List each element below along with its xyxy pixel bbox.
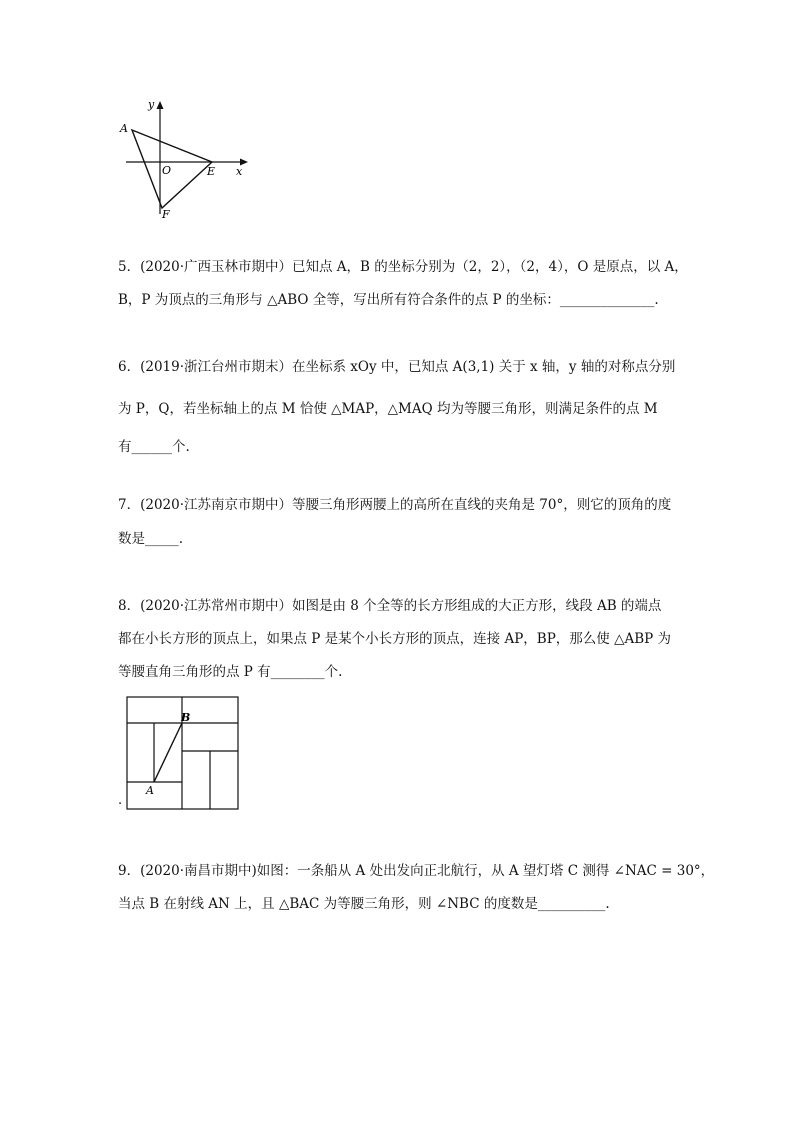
label-O: O bbox=[162, 164, 172, 177]
question-9-line-2: 当点 B 在射线 AN 上，且 △BAC 为等腰三角形，则 ∠NBC 的度数是__________. bbox=[118, 896, 610, 912]
question-6-line-1: 6．(2019·浙江台州市期末）在坐标系 xOy 中，已知点 A(3,1) 关于 x 轴，y 轴的对称点分别 bbox=[118, 359, 676, 375]
triangle-AEF bbox=[132, 130, 212, 208]
question-5-line-2: B，P 为顶点的三角形与 △ABO 全等，写出所有符合条件的点 P 的坐标：______________. bbox=[118, 292, 659, 308]
stray-marker: . bbox=[118, 793, 123, 808]
question-9-line-1: 9．(2020·南昌市期中)如图：一条船从 A 处出发向正北航行，从 A 望灯塔 C 测得 ∠NAC = 30°， bbox=[118, 863, 715, 879]
label-A: A bbox=[120, 122, 128, 135]
question-5-line-1: 5．(2020·广西玉林市期中）已知点 A，B 的坐标分别为（2，2），（2，4），O 是原点，以 A， bbox=[118, 259, 688, 275]
label-A: A bbox=[146, 784, 154, 797]
question-8-line-3: 等腰直角三角形的点 P 有________个. bbox=[118, 664, 343, 680]
label-y: y bbox=[148, 98, 155, 111]
question-8-line-1: 8．(2020·江苏常州市期中）如图是由 8 个全等的长方形组成的大正方形，线段 AB 的端点 bbox=[118, 598, 662, 614]
rectangles-figure bbox=[126, 696, 240, 812]
question-6-line-3: 有______个. bbox=[118, 439, 190, 455]
label-E: E bbox=[207, 165, 216, 178]
coordinate-figure bbox=[118, 96, 258, 220]
question-6-line-2: 为 P，Q，若坐标轴上的点 M 恰使 △MAP，△MAQ 均为等腰三角形，则满足条件的点 M bbox=[118, 401, 658, 417]
question-7-line-2: 数是_____. bbox=[118, 531, 184, 547]
y-axis-arrow bbox=[157, 101, 164, 109]
segment-AB bbox=[154, 723, 182, 782]
question-7-line-1: 7．(2020·江苏南京市期中）等腰三角形两腰上的高所在直线的夹角是 70°，则它的顶角的度 bbox=[118, 497, 672, 513]
label-F: F bbox=[162, 208, 170, 220]
label-B: B bbox=[181, 711, 191, 724]
label-x: x bbox=[236, 165, 243, 178]
question-8-line-2: 都在小长方形的顶点上，如果点 P 是某个小长方形的顶点，连接 AP，BP，那么使 △ABP 为 bbox=[118, 631, 672, 647]
